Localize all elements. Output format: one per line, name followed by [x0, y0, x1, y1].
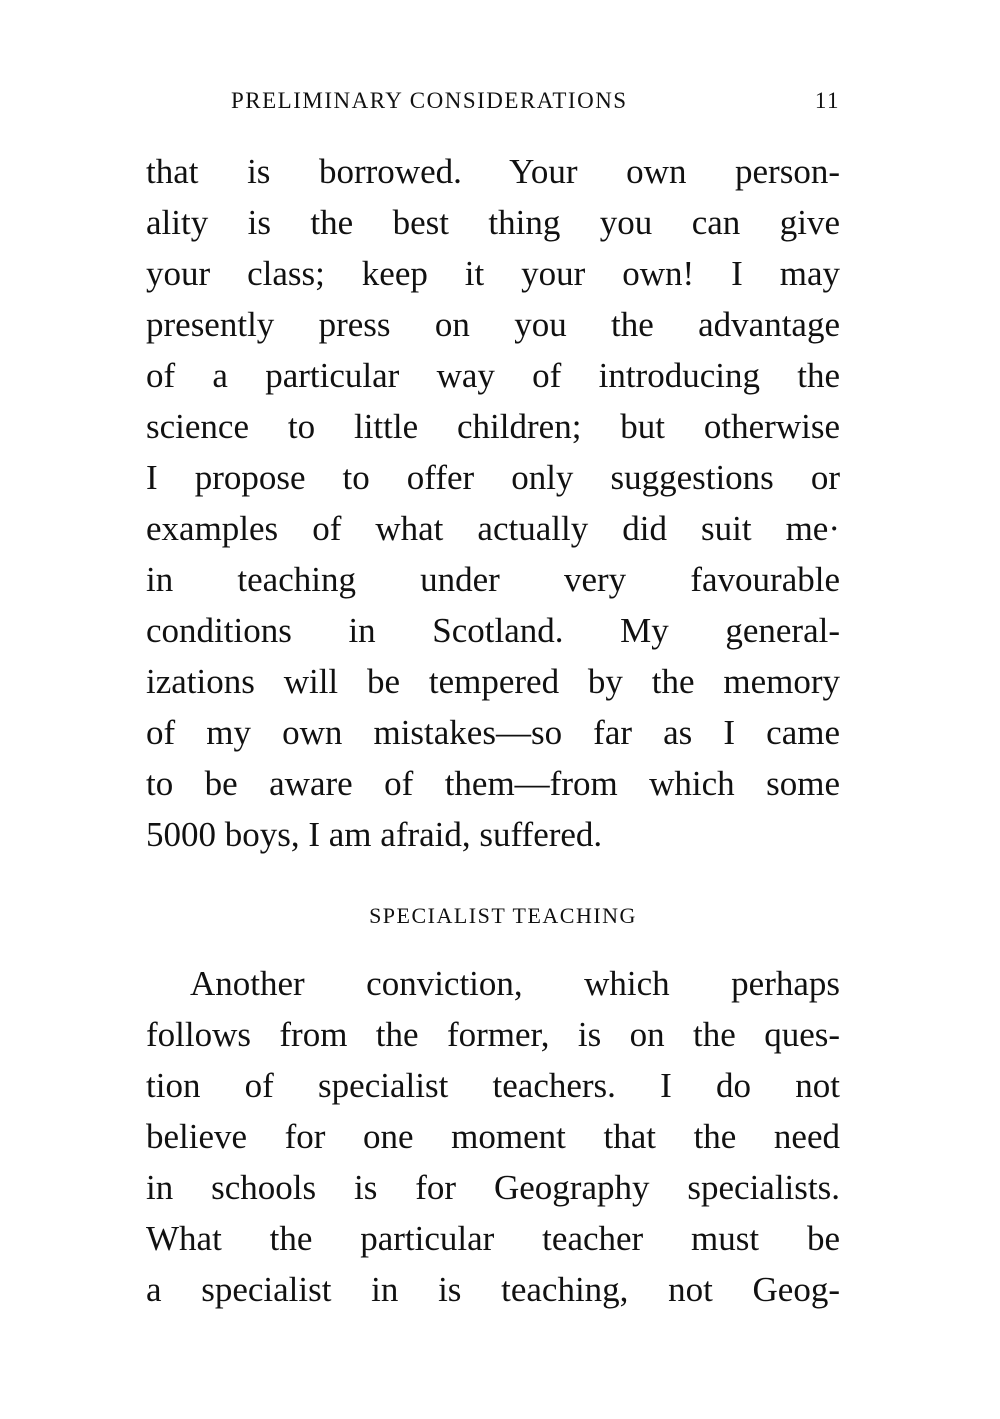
text-line: izations will be tempered by the memory	[146, 662, 840, 701]
text-line: presently press on you the advantage	[146, 305, 840, 344]
text-line: in schools is for Geography specialists.	[146, 1168, 840, 1207]
text-line: science to little children; but otherwise	[146, 407, 840, 446]
text-line: that is borrowed. Your own person-	[146, 152, 840, 191]
text-line: a specialist in is teaching, not Geog-	[146, 1270, 840, 1309]
text-line: Another conviction, which perhaps	[190, 964, 840, 1003]
text-line: 5000 boys, I am afraid, suffered.	[146, 815, 603, 854]
text-line: of a particular way of introducing the	[146, 356, 840, 395]
text-line: ality is the best thing you can give	[146, 203, 840, 242]
text-line: conditions in Scotland. My general-	[146, 611, 840, 650]
paragraph-continued	[146, 146, 840, 860]
page-number: 11	[814, 88, 840, 113]
text-line: What the particular teacher must be	[146, 1219, 840, 1258]
text-line: believe for one moment that the need	[146, 1117, 840, 1156]
text-line: your class; keep it your own! I may	[146, 254, 840, 293]
section-heading: SPECIALIST TEACHING	[369, 903, 637, 928]
text-line: I propose to offer only suggestions or	[146, 458, 840, 497]
text-line: of my own mistakes—so far as I came	[146, 713, 840, 752]
running-title: PRELIMINARY CONSIDERATIONS	[231, 88, 628, 113]
text-line: follows from the former, is on the ques-	[146, 1015, 840, 1054]
text-line: to be aware of them—from which some	[146, 764, 840, 803]
text-line: examples of what actually did suit me·	[146, 509, 840, 548]
paragraph-specialist-teaching	[146, 958, 840, 1315]
text-line: tion of specialist teachers. I do not	[146, 1066, 840, 1105]
running-head	[146, 88, 840, 122]
text-line: in teaching under very favourable	[146, 560, 840, 599]
